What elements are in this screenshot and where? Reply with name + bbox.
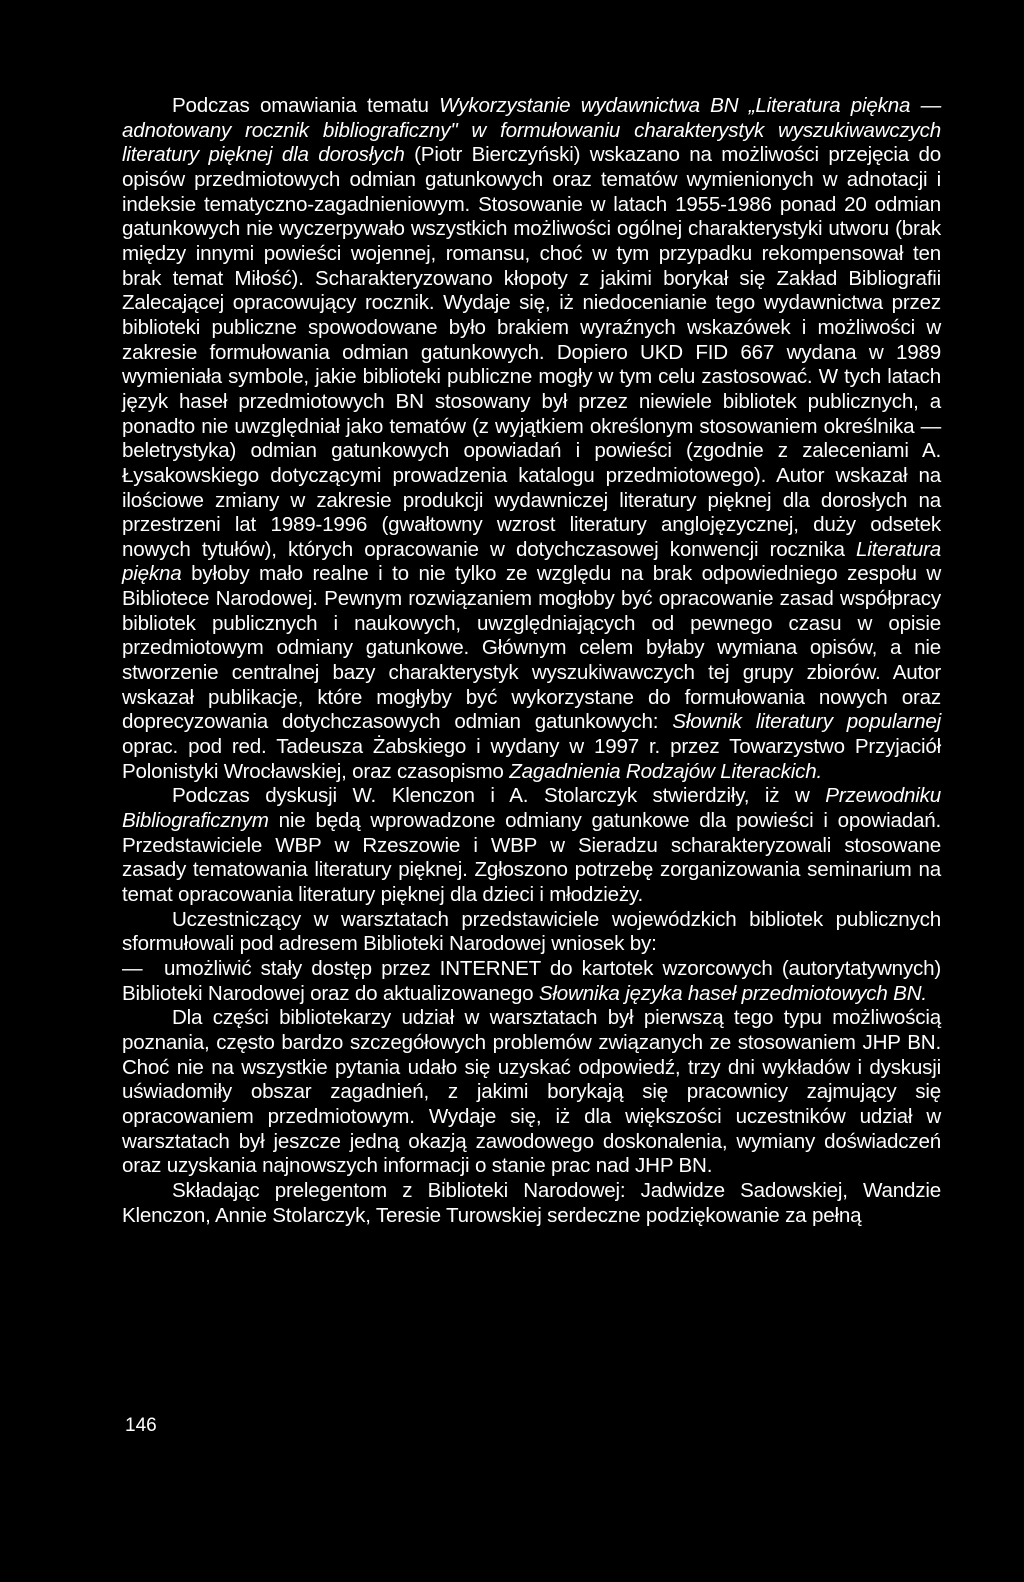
page-number: 146 xyxy=(125,1415,157,1436)
paragraph xyxy=(122,1179,941,1228)
italic-text-span: Wykorzystanie wydawnictwa BN „Literatura piękna — adnotowany rocznik bibliograficzny" w formułowaniu charakterystyk wyszukiwawczych literatury pięknej dla dorosłych xyxy=(122,94,941,167)
text-span: Składając prelegentom z Biblioteki Narodowej: Jadwidze Sadowskiej, Wandzie Klenczon, Annie Stolarczyk, Teresie Turowskiej serdeczne podziękowanie za pełną xyxy=(122,1178,941,1227)
document-body xyxy=(122,94,941,1228)
paragraph xyxy=(122,908,941,957)
text-span: oprac. pod red. Tadeusza Żabskiego i wydany w 1997 r. przez Towarzystwo Przyjaciół Polonistyki Wrocławskiej, oraz czasopismo xyxy=(122,735,941,783)
text-span: nie będą wprowadzone odmiany gatunkowe dla powieści i opowiadań. Przedstawiciele WBP w Rzeszowie i WBP w Sieradzu scharakteryzowali stosowane zasady tematowania literatury pięknej. Zgłoszono potrzebę zorganizowania seminarium na temat opracowania literatury pięknej dla dzieci i młodzieży. xyxy=(122,809,941,906)
text-span: umożliwić stały dostęp przez INTERNET do kartotek wzorcowych (autorytatywnych) Biblioteki Narodowej oraz do aktualizowanego xyxy=(122,956,941,1005)
text-span: Uczestniczący w warsztatach przedstawiciele wojewódzkich bibliotek publicznych sformułowali pod adresem Biblioteki Narodowej wniosek by: xyxy=(122,907,941,956)
list-dash: — xyxy=(122,956,143,980)
italic-text-span: Przewodniku Bibliograficznym xyxy=(122,784,941,833)
text-span: Podczas dyskusji W. Klenczon i A. Stolarczyk stwierdziły, iż w xyxy=(172,784,826,808)
paragraph xyxy=(122,94,941,784)
paragraph xyxy=(122,1006,941,1179)
text-span: (Piotr Bierczyński) wskazano na możliwości przejęcia do opisów przedmiotowych odmian gatunkowych oraz tematów wymienionych w adnotacji i indeksie tematyczno-zagadnieniowym. Stosowanie w latach 1955-1986 ponad 20 odmian gatunkowych nie wyczerpywało wszystkich możliwości ogólnej charakterystyki utworu (brak między innymi powieści wojennej, romansu, choć w tym przypadku rekompensował ten brak temat Miłość). Scharakteryzowano kłopoty z jakimi borykał się Zakład Bibliografii Zalecającej opracowujący rocznik. Wydaje się, iż niedocenianie tego wydawnictwa przez biblioteki publiczne spowodowane było brakiem wyraźnych wskazówek i możliwości w zakresie formułowania odmian gatunkowych. Dopiero UKD FID 667 wydana w 1989 wymieniała symbole, jakie biblioteki publiczne mogły w tym celu zastosować. W tych latach język haseł przedmiotowych BN stosowany był przez niewiele bibliotek publicznych, a ponadto nie uwzględniał jako tematów (z wyjątkiem określonym stosowaniem określnika — beletrystyka) odmian gatunkowych opowiadań i powieści (zgodnie z zaleceniami A. Łysakowskiego dotyczącymi prowadzenia katalogu przedmiotowego). Autor wskazał na ilościowe zmiany w zakresie produkcji wydawniczej literatury pięknej dla dorosłych na przestrzeni lat 1989-1996 (gwałtowny wzrost literatury anglojęzycznej, duży odsetek nowych tytułów), których opracowanie w dotychczasowej konwencji rocznika xyxy=(122,143,941,561)
text-span: Dla części bibliotekarzy udział w warsztatach był pierwszą tego typu możliwością poznania, często bardzo szczegółowych problemów związanych ze stosowaniem JHP BN. Choć nie na wszystkie pytania udało się uzyskać odpowiedź, trzy dni wykładów i dyskusji uświadomiły obszar zagadnień, z jakimi borykają się pracownicy zajmujący się opracowaniem przedmiotowym. Wydaje się, iż dla większości uczestników udział w warsztatach był jeszcze jedną okazją zawodowego doskonalenia, wymiany doświadczeń oraz uzyskania najnowszych informacji o stanie prac nad JHP BN. xyxy=(122,1006,941,1178)
text-span: byłoby mało realne i to nie tylko ze względu na brak odpowiedniego zespołu w Bibliotece Narodowej. Pewnym rozwiązaniem mogłoby być opracowanie zasad współpracy bibliotek publicznych i naukowych, uwzględniających od pewnego czasu w opisie przedmiotowym odmiany gatunkowe. Głównym celem byłaby wymiana opisów, a nie stworzenie centralnej bazy charakterystyk wyszukiwawczych tej grupy zbiorów. Autor wskazał publikacje, które mogłyby być wykorzystane do formułowania nowych oraz doprecyzowania dotychczasowych odmian gatunkowych: xyxy=(122,562,941,734)
paragraph xyxy=(122,784,941,907)
italic-text-span: Literatura piękna xyxy=(122,537,941,586)
italic-text-span: Słownika języka haseł przedmiotowych BN. xyxy=(538,981,927,1005)
text-span: Podczas omawiania tematu xyxy=(172,94,440,117)
list-item xyxy=(122,957,941,1006)
italic-text-span: Zagadnienia Rodzajów Literackich. xyxy=(509,759,823,783)
italic-text-span: Słownik literatury popularnej xyxy=(672,710,941,734)
